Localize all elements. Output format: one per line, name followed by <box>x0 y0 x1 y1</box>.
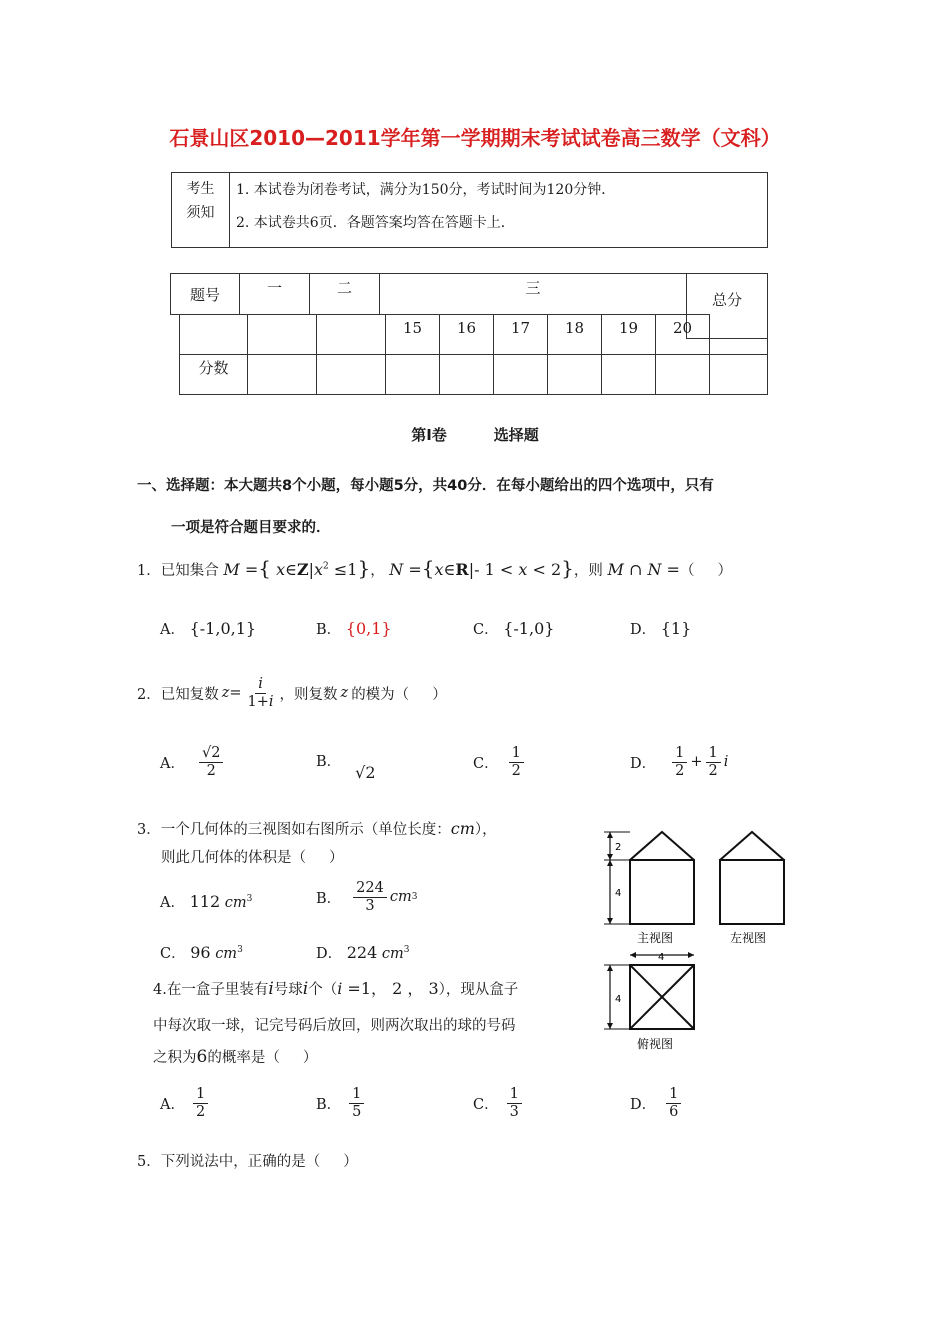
question-2: 2．已知复数 z = $\frac{i}{1+i}$ ，则复数 z 的模为（ ） <box>137 676 447 710</box>
q2-option-a: A． $\frac{√2}{2}$ <box>160 745 226 779</box>
question-4: 4.在一盒子里装有i号球i个（i =1， 2 ， 3），现从盒子 <box>153 979 519 999</box>
option-denominator: 6 <box>669 1103 679 1120</box>
score-header-cell: 二 <box>310 274 380 315</box>
q2-suffix2: 的模为（ ） <box>351 686 447 703</box>
q1-option-a <box>160 618 256 639</box>
q2-option-c: C． $\frac{1}{2}$ <box>473 745 527 779</box>
q4-text: 4.在一盒子里装有 <box>153 982 269 998</box>
notice-item: 1. 本试卷为闭卷考试，满分为150分，考试时间为120分钟． <box>236 182 616 198</box>
option-label: A． <box>160 895 185 911</box>
score-header-cell: 一 <box>240 274 310 315</box>
option-denominator: 3 <box>365 897 375 914</box>
score-cell <box>317 315 386 355</box>
q3-line1: 3．一个几何体的三视图如右图所示（单位长度： <box>137 822 451 838</box>
question-3 <box>137 818 497 839</box>
q3-line1-end: ）， <box>474 822 497 838</box>
score-cell <box>248 315 317 355</box>
q1-prefix: 1．已知集合 <box>137 563 219 579</box>
q2-option-d: D． $\frac{1}{2}$ + $\frac{1}{2}$ i <box>630 745 729 779</box>
score-col-label: 20 <box>656 315 710 355</box>
question-5: 5．下列说法中，正确的是（ ） <box>137 1154 358 1170</box>
notice-item: 2. 本试卷共6页．各题答案均答在答题卡上． <box>236 215 515 231</box>
score-cell <box>710 355 768 395</box>
option-value: 224 <box>346 943 378 962</box>
score-col-label: 18 <box>548 315 602 355</box>
q1-option-d <box>630 618 691 639</box>
q1-then: ，则 <box>573 563 603 579</box>
score-col-label: 17 <box>494 315 548 355</box>
score-cell <box>180 315 248 355</box>
dimension-arrow-icon <box>607 952 694 1029</box>
q4-line3 <box>153 1046 317 1067</box>
option-label: A． <box>160 755 185 772</box>
score-cell <box>317 355 386 395</box>
q2-prefix: 2．已知复数 <box>137 686 219 703</box>
option-value: 96 <box>190 943 211 962</box>
question-1 <box>137 556 732 580</box>
option-denominator: 2 <box>195 1103 206 1120</box>
option-numerator: 224 <box>353 880 387 898</box>
score-cell <box>386 355 440 395</box>
score-cell <box>494 355 548 395</box>
score-col-label: 15 <box>386 315 440 355</box>
option-value: {-1,0} <box>503 619 555 638</box>
option-label: B． <box>316 754 342 770</box>
option-label: D． <box>630 622 657 638</box>
top-view-label: 俯视图 <box>637 1037 674 1051</box>
front-view-label: 主视图 <box>637 931 674 945</box>
option-label: C． <box>473 755 499 772</box>
top-view-drawing <box>604 955 694 1029</box>
notice-heading-line: 须知 <box>186 205 215 221</box>
q2-fraction: $\frac{i}{1+i}$ <box>247 676 274 710</box>
score-header-cell: 三 <box>380 274 687 315</box>
q2-suffix: ，则复数 <box>279 686 338 703</box>
dimension-label: 4 <box>658 952 665 963</box>
option-label: B． <box>316 1096 342 1113</box>
q4-text: 号球 <box>273 982 303 998</box>
option-label: B． <box>316 622 342 638</box>
score-cell <box>710 315 768 355</box>
part1-header-cont: 一项是符合题目要求的． <box>171 520 331 536</box>
option-label: D． <box>316 946 343 962</box>
q1-option-b <box>316 618 392 639</box>
q2-option-b: B．√2 <box>316 754 376 782</box>
q3-option-a: A． 112 $cm^3$ <box>160 892 253 911</box>
score-cell <box>656 355 710 395</box>
left-view-label: 左视图 <box>730 931 767 945</box>
notice-items <box>230 173 768 248</box>
q1-answer-paren: （ ） <box>679 563 732 579</box>
q4-option-a: A． $\frac{1}{2}$ <box>160 1086 211 1120</box>
dimension-label: 4 <box>615 888 622 899</box>
option-label: A． <box>160 622 185 638</box>
score-header-label: 题号 <box>171 274 240 315</box>
q4-text: 的概率是（ ） <box>207 1050 318 1066</box>
score-col-label: 16 <box>440 315 494 355</box>
score-cell <box>602 355 656 395</box>
q1-set-n: N ={x∈R|- 1 < x < 2} <box>389 556 574 580</box>
section-title: 第Ⅰ卷 选择题 <box>411 426 539 444</box>
q4-option-d: D． $\frac{1}{6}$ <box>630 1086 684 1120</box>
left-view-drawing <box>720 832 784 924</box>
option-label: D． <box>630 755 657 772</box>
notice-heading-line: 考生 <box>186 181 215 197</box>
score-cell <box>548 355 602 395</box>
option-label: B． <box>316 890 342 907</box>
dimension-label: 4 <box>615 994 622 1005</box>
q3-option-d: D． 224 $cm^3$ <box>316 943 410 962</box>
score-row-label: 分数 <box>180 355 248 395</box>
score-table <box>170 273 768 395</box>
q4-option-c: C． $\frac{1}{3}$ <box>473 1086 525 1120</box>
notice-heading <box>172 173 230 248</box>
part1-header: 一、选择题：本大题共8个小题，每小题5分，共40分．在每小题给出的四个选项中，只有 <box>137 478 714 494</box>
q1-sep: ， <box>370 563 385 579</box>
option-label: C． <box>473 622 499 638</box>
option-value: {-1,0,1} <box>189 619 257 638</box>
dimension-label: 2 <box>615 842 622 853</box>
total-score-label: 总分 <box>711 291 742 309</box>
q4-text: 之积为 <box>153 1050 197 1066</box>
q3-option-c: C． 96 $cm^3$ <box>160 943 243 962</box>
q4-number: 6 <box>196 1047 208 1067</box>
q4-option-b: B． $\frac{1}{5}$ <box>316 1086 367 1120</box>
option-label: C． <box>473 1096 499 1113</box>
three-view-figure <box>600 822 800 1058</box>
exam-title: 石景山区2010—2011学年第一学期期末考试试卷高三数学（文科） <box>169 126 781 150</box>
score-col-label: 19 <box>602 315 656 355</box>
q3-line2: 则此几何体的体积是（ ） <box>161 850 344 866</box>
q4-text: 个（ <box>308 982 338 998</box>
q1-option-c <box>473 618 554 639</box>
q1-set-m: M ={ $x\in Z|x^2 \le 1$} <box>223 556 371 580</box>
q1-intersection: M ∩ N = <box>607 560 680 579</box>
option-denominator: 5 <box>352 1103 362 1120</box>
q4-line2: 中每次取一球，记完号码后放回，则两次取出的球的号码 <box>153 1018 516 1034</box>
option-denominator: 3 <box>509 1103 519 1120</box>
notice-box <box>171 172 768 248</box>
option-label: D． <box>630 1096 657 1113</box>
option-value: 112 <box>189 892 221 911</box>
q3-unit: cm <box>450 819 475 838</box>
option-label: A． <box>160 1096 185 1113</box>
score-cell <box>248 355 317 395</box>
option-value: {1} <box>660 619 692 638</box>
option-value: {0,1} <box>345 619 392 638</box>
q3-option-b: B． $\frac{224}{3}$ cm 3 <box>316 880 418 914</box>
q4-text: ），现从盒子 <box>438 982 519 998</box>
score-cell <box>440 355 494 395</box>
option-label: C． <box>160 946 186 962</box>
